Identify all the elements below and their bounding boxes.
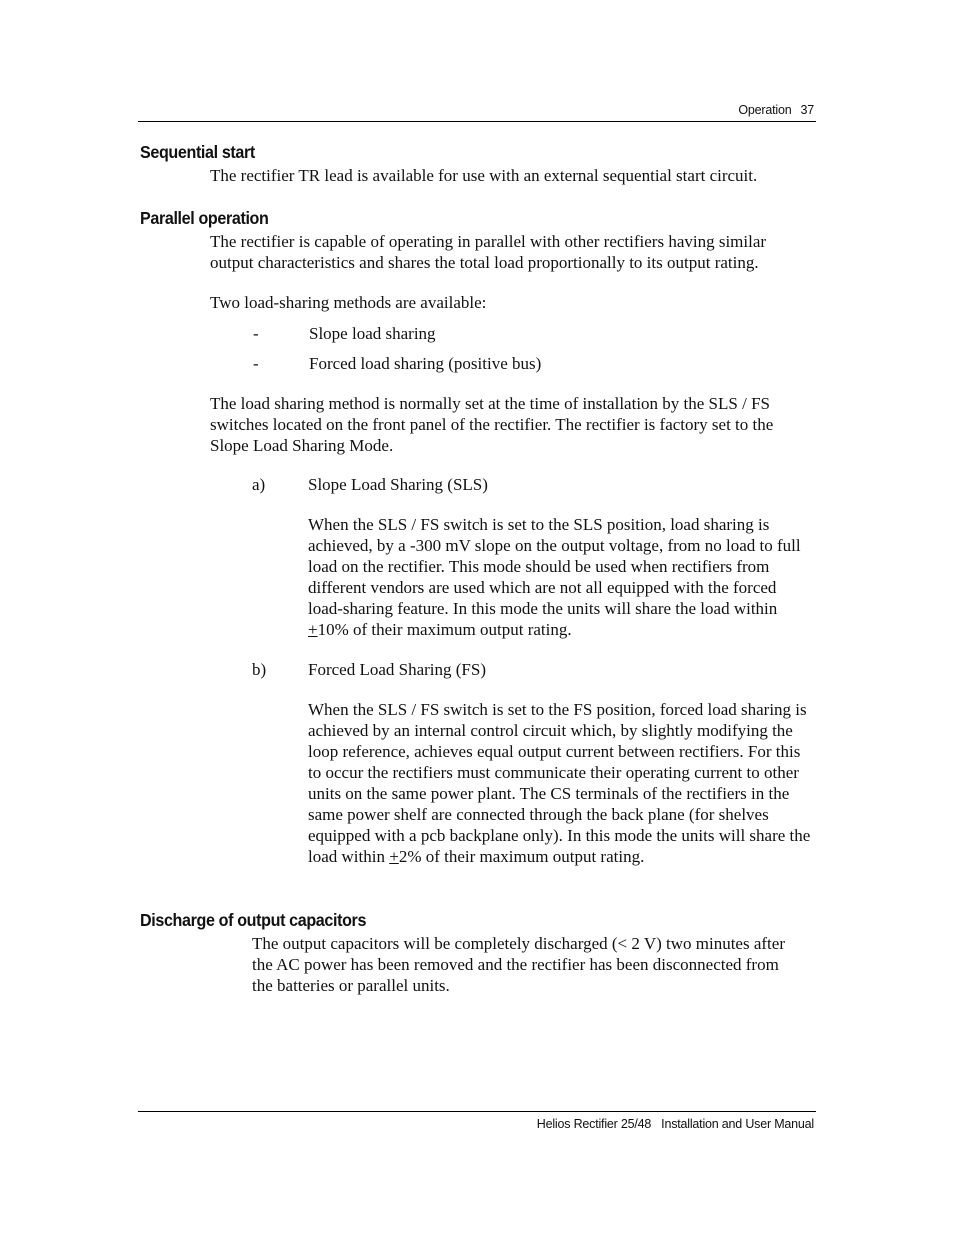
- plus-minus-sign: +: [389, 847, 399, 866]
- list-item-label: Forced load sharing (positive bus): [309, 354, 542, 373]
- mode-a-text: When the SLS / FS switch is set to the SLS position, load sharing is achieved, by a -300 mV slope on the output voltage, from no load to full load on the rectifier. This mode should be used when rectifiers from different vendors are used which are not all equipped with the forced load-sharing feature. In this mode the units will share the load within: [308, 515, 801, 618]
- running-header: [138, 103, 816, 122]
- footer-manual: Installation and User Manual: [661, 1117, 814, 1131]
- list-marker: -: [253, 324, 259, 343]
- mode-a-text-end: 10% of their maximum output rating.: [317, 620, 572, 639]
- mode-a-marker: a): [252, 475, 266, 494]
- header-text: [738, 103, 814, 117]
- parallel-operation-intro: The rectifier is capable of operating in parallel with other rectifiers having similar output characteristics and shares the total load proportionally to its output rating.: [210, 232, 767, 272]
- mode-b-description: [308, 699, 812, 867]
- heading-parallel-operation: Parallel operation: [140, 208, 269, 228]
- running-footer: [138, 1111, 816, 1131]
- header-section: Operation: [738, 103, 792, 117]
- footer-text: [537, 1117, 814, 1131]
- list-item-label: Slope load sharing: [309, 324, 436, 343]
- mode-a-title: Slope Load Sharing (SLS): [308, 475, 488, 494]
- heading-sequential-start: Sequential start: [140, 142, 255, 162]
- sequential-start-body: The rectifier TR lead is available for use with an external sequential start circuit.: [210, 166, 758, 185]
- method-setting-paragraph: The load sharing method is normally set at the time of installation by the SLS / FS switches located on the front panel of the rectifier. The rectifier is factory set to the Slope Load Sharing Mode.: [210, 394, 774, 455]
- heading-discharge: Discharge of output capacitors: [140, 910, 367, 930]
- list-marker: -: [253, 354, 259, 373]
- plus-minus-sign: +: [308, 620, 318, 639]
- footer-product: Helios Rectifier 25/48: [536, 1117, 652, 1131]
- mode-b-title: Forced Load Sharing (FS): [308, 660, 487, 679]
- mode-a-description: [308, 514, 812, 640]
- mode-b-text: When the SLS / FS switch is set to the FS position, forced load sharing is achieved by an internal control circuit which, by slightly modifying the loop reference, achieves equal output current between rectifiers. For this to occur the rectifiers must communicate their operating current to other units on the same power plant. The CS terminals of the rectifiers in the same power shelf are connected through the back plane (for shelves equipped with a pcb backplane only). In this mode the units will share the load within: [308, 700, 811, 866]
- mode-b-marker: b): [252, 660, 267, 679]
- header-page-number: 37: [800, 103, 814, 117]
- mode-b-text-end: 2% of their maximum output rating.: [398, 847, 645, 866]
- discharge-body: The output capacitors will be completely discharged (< 2 V) two minutes after the AC power has been removed and the rectifier has been disconnected from the batteries or parallel units.: [252, 934, 785, 995]
- methods-intro: Two load-sharing methods are available:: [210, 293, 487, 312]
